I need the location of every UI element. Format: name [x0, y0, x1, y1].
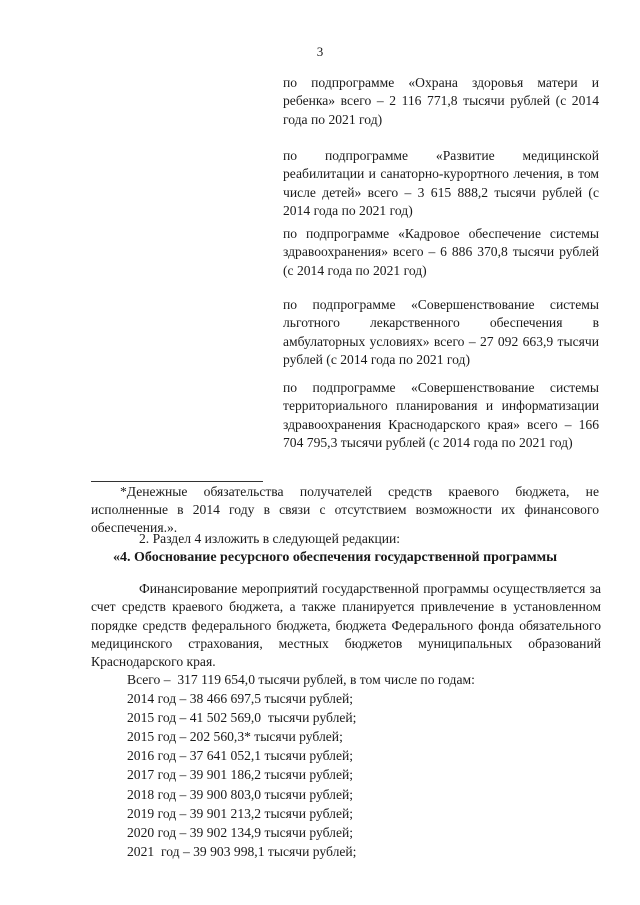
year-line: 2019 год – 39 901 213,2 тысячи рублей;: [127, 805, 354, 821]
total-line: Всего – 317 119 654,0 тысячи рублей, в том числе по годам:: [127, 672, 475, 687]
funding-totals: [127, 670, 475, 861]
year-line: 2021 год – 39 903 998,1 тысячи рублей;: [127, 843, 357, 859]
subprogram-paragraph: [283, 296, 599, 370]
financing-text: Финансирование мероприятий государственной программы осуществляется за счет средств краевого бюджета, а также планируется привлечение в установленном порядке средств федерального бюджета, бюджета Федерального фонда обязательного медицинского страхования, местных бюджетов муниципальных образований Краснодарского края.: [91, 581, 601, 670]
year-line: 2015 год – 202 560,3* тысячи рублей;: [127, 729, 343, 745]
year-line: 2018 год – 39 900 803,0 тысячи рублей;: [127, 786, 354, 802]
subprogram-paragraph: [283, 225, 599, 280]
subprogram-text: по подпрограмме «Совершенствование системы территориального планирования и информатизации здравоохранения Краснодарского края» всего – 166 704 795,3 тысячи рублей (с 2014 года по 2021 год): [283, 380, 599, 451]
subprogram-text: по подпрограмме «Развитие медицинской реабилитации и санаторно-курортного лечения, в том числе детей» всего – 3 615 888,2 тысячи рублей (с 2014 года по 2021 год): [283, 148, 599, 219]
section-heading: «4. Обоснование ресурсного обеспечения государственной программы: [113, 550, 558, 565]
page-number: 3: [316, 44, 324, 59]
financing-paragraph: [91, 580, 601, 671]
year-line: 2016 год – 37 641 052,1 тысячи рублей;: [127, 748, 354, 764]
year-line: 2020 год – 39 902 134,9 тысячи рублей;: [127, 824, 354, 840]
subprogram-paragraph: [283, 147, 599, 221]
subprogram-paragraph: [283, 379, 599, 453]
footnote-divider: [91, 481, 263, 482]
subprogram-text: по подпрограмме «Совершенствование системы льготного лекарственного обеспечения в амбулаторных условиях» всего – 27 092 663,9 тысячи рублей (с 2014 года по 2021 год): [283, 297, 599, 368]
subprogram-paragraph: [283, 74, 599, 129]
year-line: 2014 год – 38 466 697,5 тысячи рублей;: [127, 691, 354, 707]
subprogram-text: по подпрограмме «Кадровое обеспечение системы здравоохранения» всего – 6 886 370,8 тысячи рублей (с 2014 года по 2021 год): [283, 226, 599, 278]
footnote-text: *Денежные обязательства получателей средств краевого бюджета, не исполненные в 2014 году в связи с отсутствием возможности их финансового обеспечения.».: [91, 484, 599, 536]
year-line: 2017 год – 39 901 186,2 тысячи рублей;: [127, 767, 354, 783]
amendment-item: 2. Раздел 4 изложить в следующей редакции:: [139, 531, 401, 546]
subprogram-text: по подпрограмме «Охрана здоровья матери и ребенка» всего – 2 116 771,8 тысячи рублей (с 2014 года по 2021 год): [283, 75, 599, 127]
year-line: 2015 год – 41 502 569,0 тысячи рублей;: [127, 710, 357, 726]
